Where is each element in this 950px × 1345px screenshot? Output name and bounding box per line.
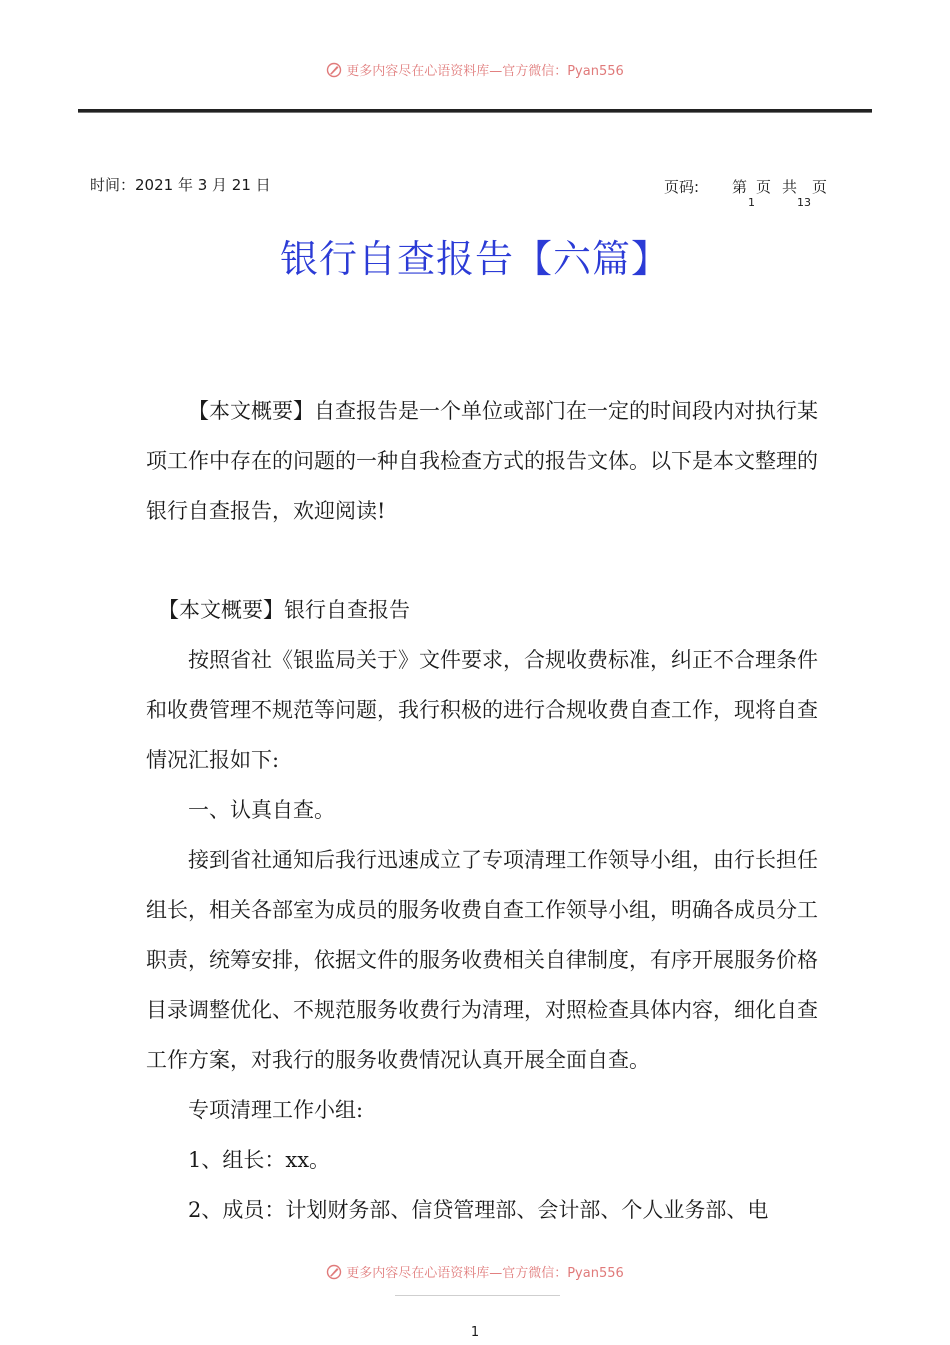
body-paragraph: 专项清理工作小组: — [188, 1098, 364, 1122]
page-ye: 页 — [756, 178, 772, 196]
pen-logo-icon — [326, 62, 342, 78]
list-item: 2、成员：计划财务部、信贷管理部、会计部、个人业务部、电 — [188, 1198, 769, 1222]
list-item: 1、组长：xx。 — [188, 1148, 331, 1172]
section-heading: 【本文概要】银行自查报告 — [158, 598, 410, 622]
document-title: 银行自查报告【六篇】 — [279, 237, 670, 281]
watermark-text: 更多内容尽在心语资料库—官方微信：Pyan556 — [346, 64, 624, 79]
pen-logo-icon — [326, 1264, 342, 1280]
watermark-top — [0, 60, 950, 82]
page-di: 第 — [732, 178, 748, 196]
body-paragraph: 按照省社《银监局关于》文件要求，合规收费标准，纠正不合理条件和收费管理不规范等问题，我行积极的进行合规收费自查工作，现将自查情况汇报如下: — [146, 648, 818, 772]
page-label: 页码: — [664, 178, 700, 196]
body-paragraph: 接到省社通知后我行迅速成立了专项清理工作领导小组，由行长担任组长，相关各部室为成员的服务收费自查工作领导小组，明确各成员分工职责，统筹安排，依据文件的服务收费相关自律制度，有序开展服务价格目录调整优化、不规范服务收费行为清理，对照检查具体内容，细化自查工作方案，对我行的服务收费情况认真开展全面自查。 — [146, 848, 818, 1072]
document-body — [146, 585, 826, 1235]
page-ye-total: 页 — [812, 178, 828, 196]
watermark-text: 更多内容尽在心语资料库—官方微信：Pyan556 — [346, 1266, 624, 1281]
abstract-paragraph: 【本文概要】自查报告是一个单位或部门在一定的时间段内对执行某项工作中存在的问题的一种自我检查方式的报告文体。以下是本文整理的银行自查报告，欢迎阅读! — [146, 399, 818, 523]
subsection-heading: 一、认真自查。 — [188, 798, 335, 822]
page-number: 1 — [470, 1325, 480, 1340]
header-divider — [78, 109, 872, 113]
abstract-section — [146, 386, 826, 536]
document-date: 时间：2021 年 3 月 21 日 — [90, 176, 271, 194]
total-page-count: 13 — [797, 196, 811, 209]
current-page-number: 1 — [748, 196, 755, 209]
footer-divider — [395, 1295, 560, 1296]
page-gong: 共 — [782, 178, 798, 196]
watermark-bottom — [0, 1262, 950, 1284]
